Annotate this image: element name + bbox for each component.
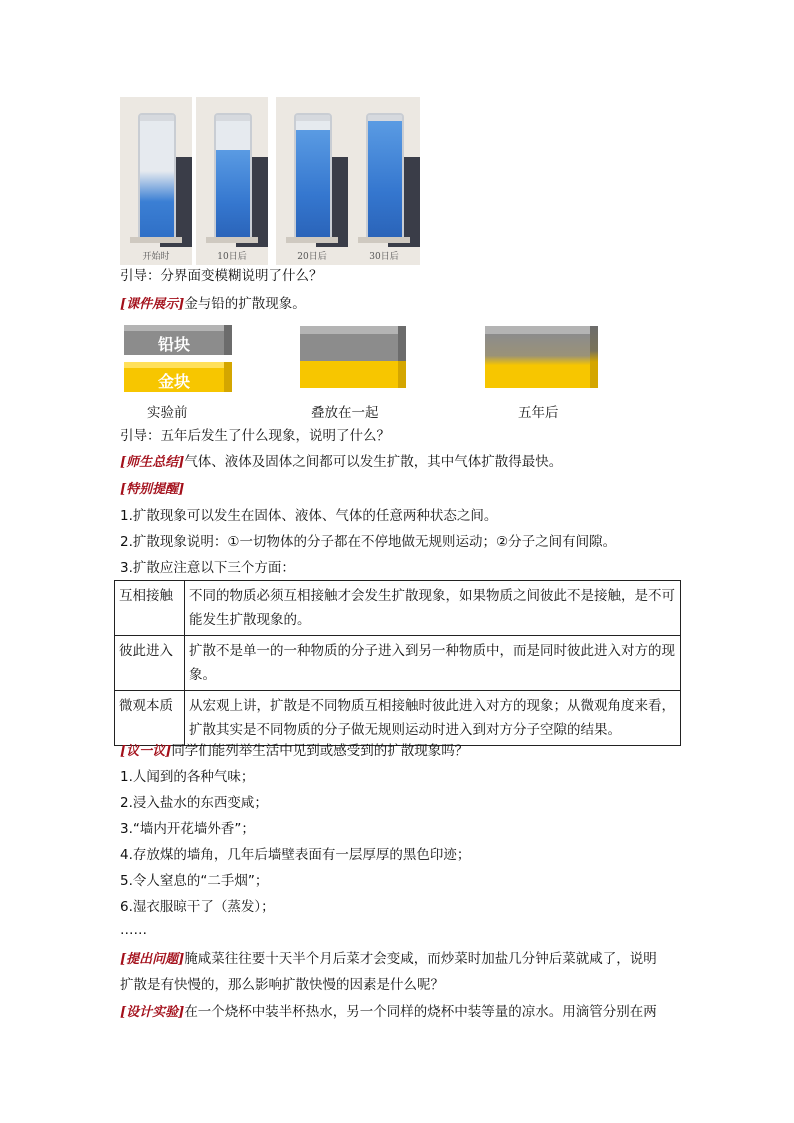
guide-question-2: 引导：五年后发生了什么现象，说明了什么？ <box>120 428 390 444</box>
line-text: 同学们能列举生活中见到或感受到的扩散现象吗？ <box>171 743 469 759</box>
diffusion-aspects-table <box>114 580 681 746</box>
example-5: 5.令人窒息的“二手烟”； <box>120 873 269 889</box>
lead-block <box>124 325 232 355</box>
diffused-layer <box>485 334 590 388</box>
teacher-student-summary <box>120 452 562 473</box>
section-tag: [课件展示] <box>120 297 185 312</box>
diffused-blocks <box>485 326 598 388</box>
gold-block-label: 金块 <box>157 372 190 391</box>
line-text: 金与铅的扩散现象。 <box>184 296 306 312</box>
table-key: 彼此进入 <box>115 636 185 691</box>
ellipsis: …… <box>120 922 147 938</box>
example-2: 2.浸入盐水的东西变咸； <box>120 795 268 811</box>
example-1: 1.人闻到的各种气味； <box>120 769 255 785</box>
jar-photo-20-days <box>276 97 348 265</box>
guide-question-1: 引导：分界面变模糊说明了什么？ <box>120 268 323 284</box>
jar-photo-30-days <box>348 97 420 265</box>
section-tag: [设计实验] <box>120 1005 185 1020</box>
lead-block-label: 铅块 <box>157 335 190 354</box>
table-key: 微观本质 <box>115 691 185 746</box>
jar-lid <box>294 113 332 121</box>
raise-question-continued: 扩散是有快慢的，那么影响扩散快慢的因素是什么呢？ <box>120 977 444 993</box>
line-text: 腌咸菜往往要十天半个月后菜才会变咸，而炒菜时加盐几分钟后菜就咸了，说明 <box>184 951 657 967</box>
line-text: 在一个烧杯中装半杯热水，另一个同样的烧杯中装等量的凉水。用滴管分别在两 <box>184 1004 657 1020</box>
photo-caption: 30日后 <box>369 252 399 262</box>
photo-caption: 10日后 <box>217 252 247 262</box>
gold-block <box>124 362 232 392</box>
block-side <box>224 325 232 355</box>
table-value: 从宏观上讲，扩散是不同物质互相接触时彼此进入对方的现象；从微观角度来看，扩散其实是不同物质的分子做无规则运动时进入到对方分子空隙的结果。 <box>185 691 681 746</box>
courseware-display-line <box>120 294 306 315</box>
diffusion-photo-strip <box>120 97 420 265</box>
jar-liquid <box>296 130 330 239</box>
photo-caption: 开始时 <box>142 252 170 262</box>
section-tag: [议一议] <box>120 744 172 759</box>
raise-question-line <box>120 949 657 970</box>
photo-caption: 20日后 <box>297 252 327 262</box>
jar-base <box>286 237 338 243</box>
table-row <box>115 581 681 636</box>
example-6: 6.湿衣服晾干了（蒸发）； <box>120 899 275 915</box>
table-value: 扩散不是单一的一种物质的分子进入到另一种物质中，而是同时彼此进入对方的现象。 <box>185 636 681 691</box>
example-4: 4.存放煤的墙角，几年后墙壁表面有一层厚厚的黑色印迹； <box>120 847 471 863</box>
block-top <box>300 326 398 334</box>
block-top <box>485 326 590 334</box>
caption-stacked: 叠放在一起 <box>311 405 379 421</box>
jar-base <box>358 237 410 243</box>
table-key: 互相接触 <box>115 581 185 636</box>
lead-layer <box>300 334 398 361</box>
jar <box>294 113 332 241</box>
design-experiment-line <box>120 1002 657 1023</box>
reminder-point-2: 2.扩散现象说明：①一切物体的分子都在不停地做无规则运动；②分子之间有间隙。 <box>120 534 617 550</box>
jar-base <box>206 237 258 243</box>
jar <box>366 113 404 241</box>
reminder-point-3: 3.扩散应注意以下三个方面： <box>120 560 295 576</box>
table-value: 不同的物质必须互相接触才会发生扩散现象，如果物质之间彼此不是接触，是不可能发生扩散现象的。 <box>185 581 681 636</box>
block-side <box>224 362 232 392</box>
line-text: 气体、液体及固体之间都可以发生扩散，其中气体扩散得最快。 <box>184 454 563 470</box>
jar-lid <box>366 113 404 121</box>
jar-lid <box>138 113 176 121</box>
gold-side <box>398 361 406 388</box>
jar <box>214 113 252 241</box>
block-side <box>590 326 598 388</box>
section-tag: [师生总结] <box>120 455 185 470</box>
section-tag: [提出问题] <box>120 952 185 967</box>
jar <box>138 113 176 241</box>
table-row <box>115 636 681 691</box>
example-3: 3.“墙内开花墙外香”； <box>120 821 255 837</box>
gold-layer <box>300 361 398 388</box>
jar-photo-10-days <box>196 97 268 265</box>
section-tag: [特别提醒] <box>120 482 185 497</box>
reminder-point-1: 1.扩散现象可以发生在固体、液体、气体的任意两种状态之间。 <box>120 508 498 524</box>
discussion-line <box>120 741 468 762</box>
lead-side <box>398 326 406 361</box>
table-row <box>115 691 681 746</box>
jar-base <box>130 237 182 243</box>
jar-liquid <box>216 150 250 239</box>
jar-liquid <box>368 121 402 239</box>
jar-photo-start <box>120 97 192 265</box>
jar-lid <box>214 113 252 121</box>
special-reminder-heading <box>120 479 184 500</box>
caption-five-years: 五年后 <box>518 405 559 421</box>
jar-liquid <box>140 171 174 239</box>
stacked-blocks <box>300 326 406 388</box>
caption-before: 实验前 <box>147 405 188 421</box>
